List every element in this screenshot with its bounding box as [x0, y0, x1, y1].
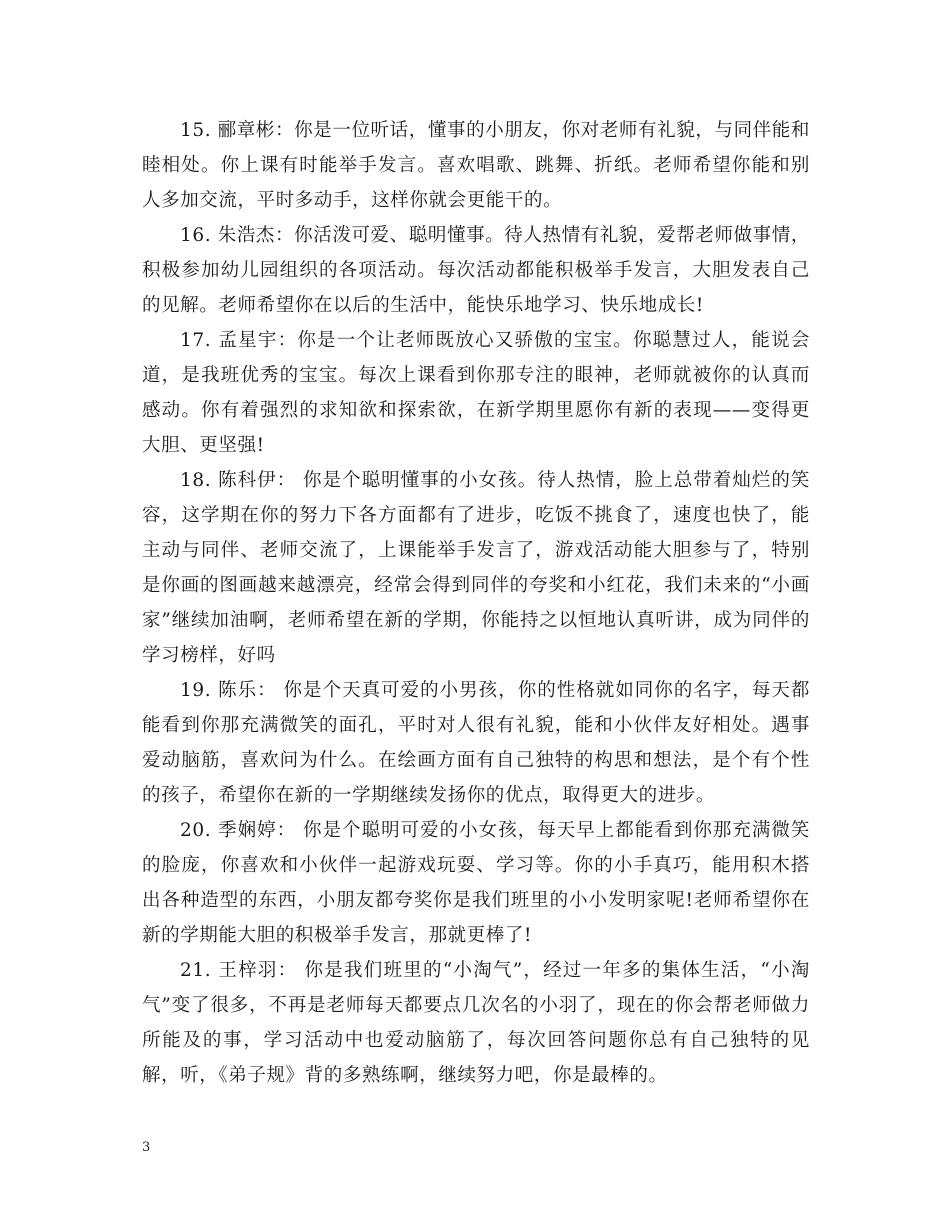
comment-paragraph-18: 18. 陈科伊： 你是个聪明懂事的小女孩。待人热情，脸上总带着灿烂的笑容，这学期在你的努力下各方面都有了进步，吃饭不挑食了，速度也快了，能主动与同伴、老师交流了，上课能举手发言了，游戏活动能大胆参与了，特别是你画的图画越来越漂亮，经常会得到同伴的夸奖和小红花，我们未来的“小画家”继续加油啊，老师希望在新的学期，你能持之以恒地认真听讲，成为同伴的学习榜样，好吗 [142, 470, 810, 666]
comment-paragraph-20: 20. 季娴婷： 你是个聪明可爱的小女孩，每天早上都能看到你那充满微笑的脸庞，你喜欢和小伙伴一起游戏玩耍、学习等。你的小手真巧，能用积木搭出各种造型的东西，小朋友都夸奖你是我们班里的小小发明家呢!老师希望你在新的学期能大胆的积极举手发言，那就更棒了! [142, 820, 810, 946]
document-body [142, 113, 810, 1093]
comment-paragraph-19: 19. 陈乐： 你是个天真可爱的小男孩，你的性格就如同你的名字，每天都能看到你那充满微笑的面孔，平时对人很有礼貌，能和小伙伴友好相处。遇事爱动脑筋，喜欢问为什么。在绘画方面有自己独特的构思和想法，是个有个性的孩子，希望你在新的一学期继续发扬你的优点，取得更大的进步。 [142, 680, 810, 806]
comment-paragraph-21: 21. 王梓羽： 你是我们班里的“小淘气”，经过一年多的集体生活，“小淘气”变了很多，不再是老师每天都要点几次名的小羽了，现在的你会帮老师做力所能及的事，学习活动中也爱动脑筋了，每次回答问题你总有自己独特的见解，听，《弟子规》背的多熟练啊，继续努力吧，你是最棒的。 [142, 960, 810, 1086]
page-number: 3 [142, 1140, 151, 1155]
comment-paragraph-15: 15. 郦章彬：你是一位听话，懂事的小朋友，你对老师有礼貌，与同伴能和睦相处。你上课有时能举手发言。喜欢唱歌、跳舞、折纸。老师希望你能和别人多加交流，平时多动手，这样你就会更能干的。 [142, 120, 810, 211]
comment-paragraph-16: 16. 朱浩杰：你活泼可爱、聪明懂事。待人热情有礼貌，爱帮老师做事情，积极参加幼儿园组织的各项活动。每次活动都能积极举手发言，大胆发表自己的见解。老师希望你在以后的生活中，能快乐地学习、快乐地成长! [142, 225, 810, 316]
comment-paragraph-17: 17. 孟星宇：你是一个让老师既放心又骄傲的宝宝。你聪慧过人，能说会道，是我班优秀的宝宝。每次上课看到你那专注的眼神，老师就被你的认真而感动。你有着强烈的求知欲和探索欲，在新学期里愿你有新的表现——变得更大胆、更坚强! [142, 330, 810, 456]
